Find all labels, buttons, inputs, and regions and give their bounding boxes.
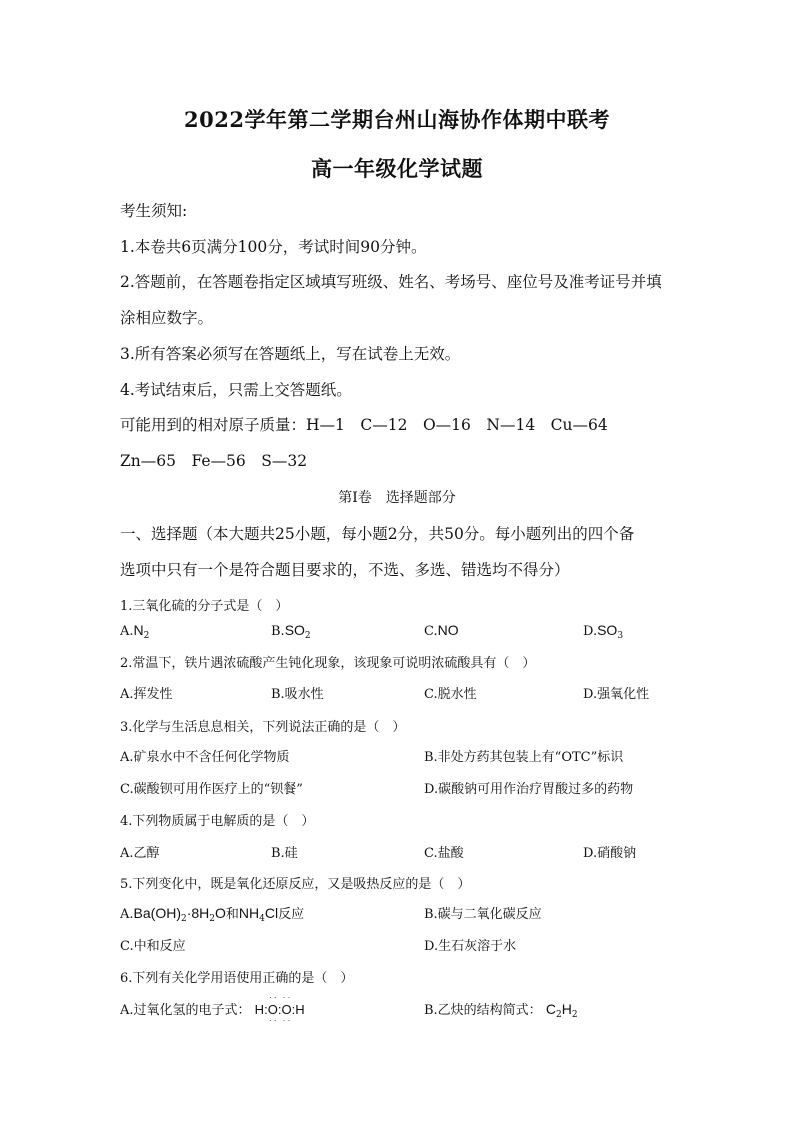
question-6-stem: 6.下列有关化学用语使用正确的是（ ）: [120, 971, 354, 986]
atomic-mass-line-2: Zn—65 Fe—56 S—32: [120, 452, 308, 470]
q6-option-a: A.过氧化氢的电子式： H: · · O · · : · · O · · :H: [120, 993, 305, 1025]
section-instruction-1: 一、选择题（本大题共25小题，每小题2分，共50分。每小题列出的四个备: [120, 525, 635, 543]
atomic-mass-line-1: 可能用到的相对原子质量：H—1 C—12 O—16 N—14 Cu—64: [120, 416, 608, 434]
notice-heading: 考生须知:: [120, 202, 188, 220]
q4-option-b: B.硅: [271, 846, 298, 861]
notice-item-4: 4.考试结束后，只需上交答题纸。: [120, 381, 352, 399]
notice-item-1: 1.本卷共6页满分100分，考试时间90分钟。: [120, 238, 427, 256]
section-title: 第Ⅰ卷 选择题部分: [338, 490, 456, 506]
q5-option-d: D.生石灰溶于水: [424, 939, 517, 954]
q1-option-c: C.NO: [424, 622, 459, 639]
question-5-stem: 5.下列变化中，既是氧化还原反应，又是吸热反应的是（ ）: [120, 877, 471, 892]
q5-option-a: $A.Ba(OH)_2\cdot 8H_2O$和$NH_4Cl$反应: [120, 905, 305, 924]
q4-option-c: C.盐酸: [424, 846, 464, 861]
q3-option-a: A.矿泉水中不含任何化学物质: [120, 750, 290, 765]
q3-option-c: C.碳酸钡可用作医疗上的“钡餐”: [120, 782, 303, 797]
q1-option-a: $A.N_2$: [120, 622, 150, 641]
peroxide-electron-formula: H:: [254, 1002, 268, 1017]
q4-option-a: A.乙醇: [120, 846, 160, 861]
q5-option-c: C.中和反应: [120, 939, 186, 954]
notice-item-2-cont: 涂相应数字。: [120, 309, 214, 327]
exam-title: 2022学年第二学期台州山海协作体期中联考: [184, 107, 610, 132]
notice-item-2: 2.答题前，在答题卷指定区域填写班级、姓名、考场号、座位号及准考证号并填: [120, 273, 662, 291]
exam-subtitle: 高一年级化学试题: [311, 156, 483, 181]
q6-option-b: B.乙炔的结构简式： $C_2H_2$: [424, 1001, 578, 1020]
q4-option-d: D.硝酸钠: [583, 846, 637, 861]
section-instruction-2: 选项中只有一个是符合题目要求的，不选、多选、错选均不得分）: [120, 561, 570, 579]
q3-option-d: D.碳酸钠可用作治疗胃酸过多的药物: [424, 782, 634, 797]
q5-option-b: B.碳与二氧化碳反应: [424, 907, 542, 922]
q2-option-c: C.脱水性: [424, 687, 477, 702]
question-1-stem: 1.三氧化硫的分子式是（ ）: [120, 599, 289, 614]
q1-option-b: $B.SO_2$: [271, 622, 311, 641]
q2-option-d: D.强氧化性: [583, 687, 650, 702]
notice-item-3: 3.所有答案必须写在答题纸上，写在试卷上无效。: [120, 345, 461, 363]
q2-option-b: B.吸水性: [271, 687, 324, 702]
question-3-stem: 3.化学与生活息息相关，下列说法正确的是（ ）: [120, 720, 406, 735]
q1-option-d: $D.SO_3$: [583, 622, 624, 641]
q2-option-a: A.挥发性: [120, 687, 173, 702]
q3-option-b: B.非处方药其包装上有“OTC”标识: [424, 750, 624, 765]
question-4-stem: 4.下列物质属于电解质的是（ ）: [120, 814, 315, 829]
question-2-stem: 2.常温下，铁片遇浓硫酸产生钝化现象，该现象可说明浓硫酸具有（ ）: [120, 656, 536, 671]
